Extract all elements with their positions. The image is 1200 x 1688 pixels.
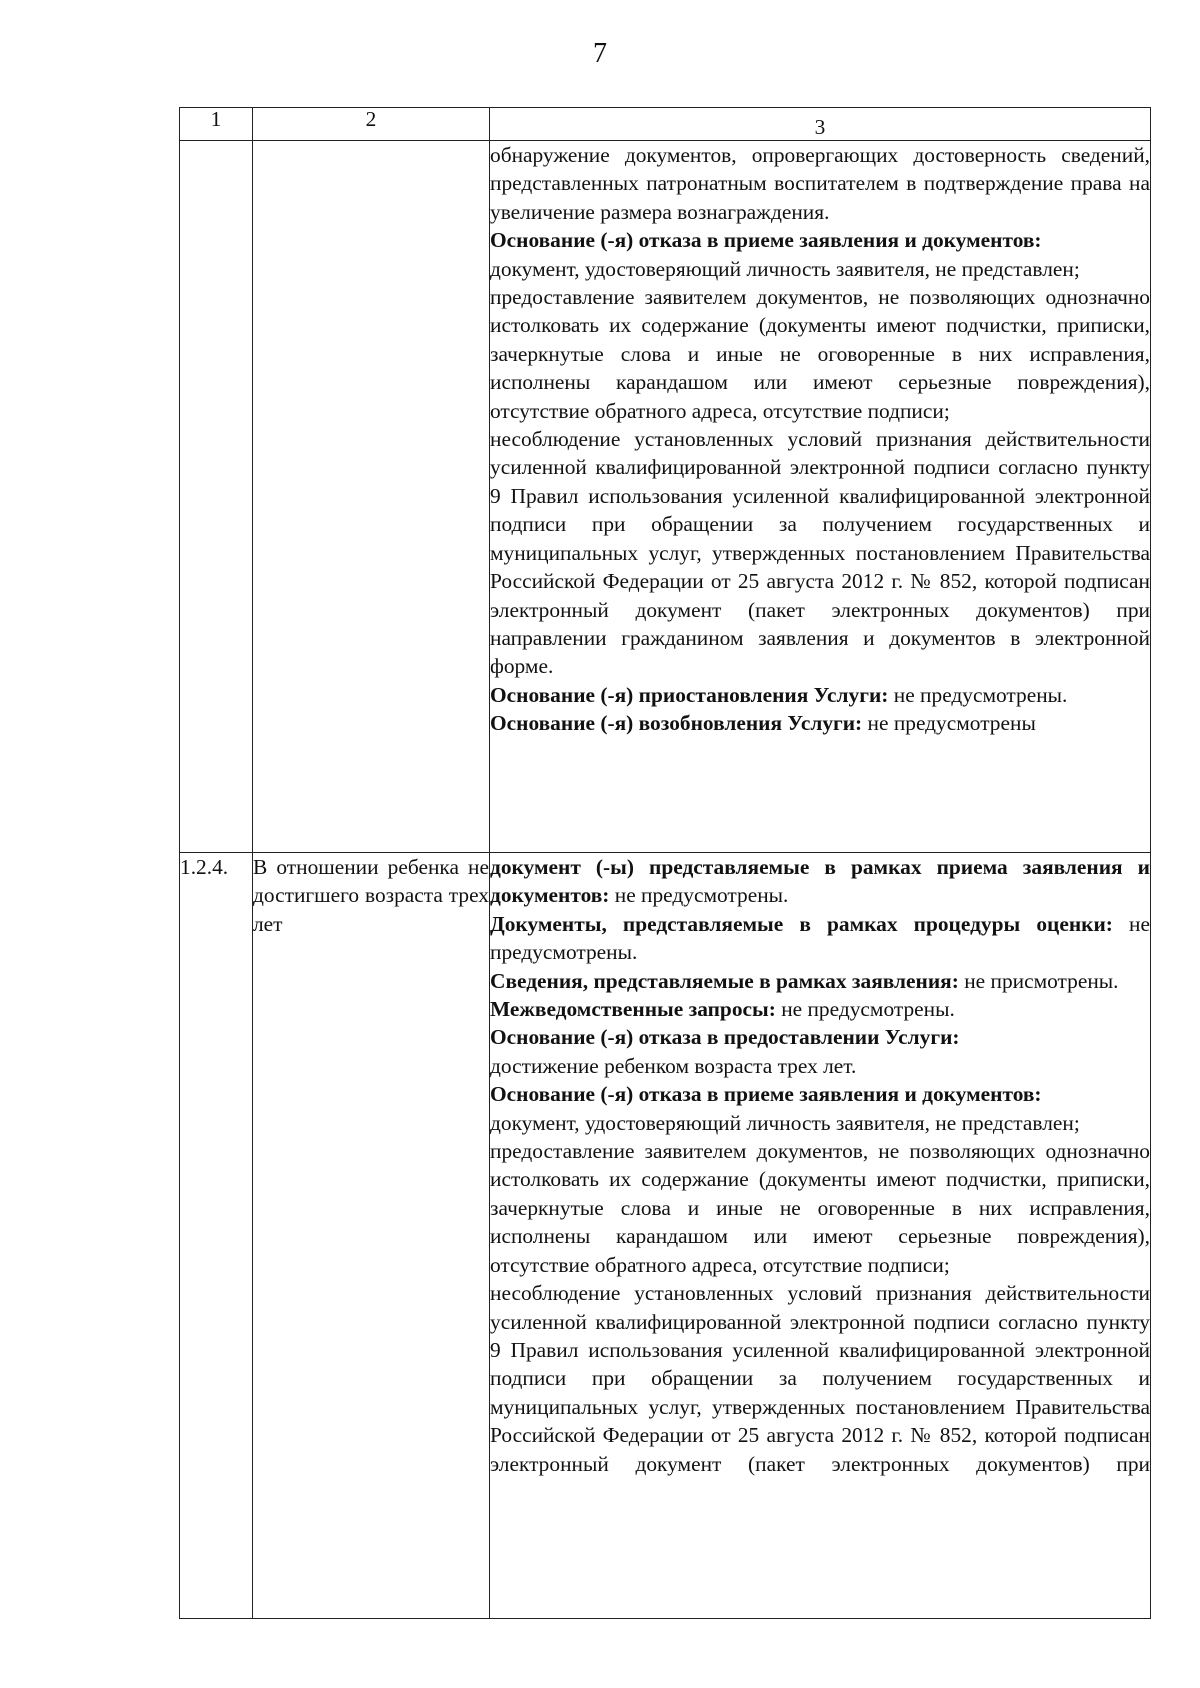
content-line: Основание (-я) возобновления Услуги: не предусмотрены <box>490 711 1036 736</box>
content-line: достижение ребенком возраста трех лет. <box>490 1053 857 1078</box>
content-line: документ (-ы) представляемые в рамках приема заявления и документов: не предусмотрены. <box>490 855 1150 908</box>
content-line: обнаружение документов, опровергающих достоверность сведений, представленных патронатным воспитателем в подтверждение права на увеличение размера вознаграждения. <box>490 143 1150 224</box>
content-line: документ, удостоверяющий личность заявителя, не представлен; <box>490 1110 1080 1135</box>
content-line: Документы, представляемые в рамках процедуры оценки: не предусмотрены. <box>490 911 1150 965</box>
document-table <box>179 107 1151 1619</box>
content-line: Межведомственные запросы: не предусмотрены. <box>490 997 955 1022</box>
table-row <box>180 853 1151 1619</box>
content-line: документ, удостоверяющий личность заявителя, не представлен; <box>490 256 1080 281</box>
content-line: Сведения, представляемые в рамках заявления: не присмотрены. <box>490 968 1119 993</box>
row-content <box>490 853 1151 1619</box>
row-content <box>490 141 1151 853</box>
row-number <box>180 141 253 853</box>
content-line: несоблюдение установленных условий признания действительности усиленной квалифицированной электронной подписи согласно пункту 9 Правил использования усиленной квалифицированной электронной подписи при обращении за получением государственных и муниципальных услуг, утвержденных постановлением Правительства Российской Федерации от 25 августа 2012 г. № 852, которой подписан электронный документ (пакет электронных документов) при направлении гражданином заявления и документов в электронной форме. <box>490 427 1150 679</box>
row-subject: В отношении ребенка не достигшего возраста трех лет <box>253 853 490 1619</box>
content-line: предоставление заявителем документов, не позволяющих однозначно истолковать их содержание (документы имеют подчистки, приписки, зачеркнутые слова и иные не оговоренные в них исправления, исполнены карандашом или имеют серьезные повреждения), отсутствие обратного адреса, отсутствие подписи; <box>490 285 1150 423</box>
content-line: Основание (-я) приостановления Услуги: не предусмотрены. <box>490 682 1068 707</box>
table-row <box>180 141 1151 853</box>
table-header-row <box>180 108 1151 141</box>
column-header-2: 2 <box>253 108 490 141</box>
content-line: Основание (-я) отказа в предоставлении Услуги: <box>490 1025 960 1050</box>
content-line: предоставление заявителем документов, не позволяющих однозначно истолковать их содержание (документы имеют подчистки, приписки, зачеркнутые слова и иные не оговоренные в них исправления, исполнены карандашом или имеют серьезные повреждения), отсутствие обратного адреса, отсутствие подписи; <box>490 1139 1150 1277</box>
column-header-1: 1 <box>180 108 253 141</box>
row-number: 1.2.4. <box>180 853 253 1619</box>
row-subject <box>253 141 490 853</box>
content-line: Основание (-я) отказа в приеме заявления и документов: <box>490 1082 1042 1107</box>
column-header-3: 3 <box>490 108 1151 141</box>
content-line: несоблюдение установленных условий признания действительности усиленной квалифицированной электронной подписи согласно пункту 9 Правил использования усиленной квалифицированной электронной подписи при обращении за получением государственных и муниципальных услуг, утвержденных постановлением Правительства Российской Федерации от 25 августа 2012 г. № 852, которой подписан электронный документ (пакет электронных документов) при <box>490 1281 1150 1476</box>
page-number: 7 <box>593 38 607 69</box>
content-line: Основание (-я) отказа в приеме заявления и документов: <box>490 228 1042 253</box>
